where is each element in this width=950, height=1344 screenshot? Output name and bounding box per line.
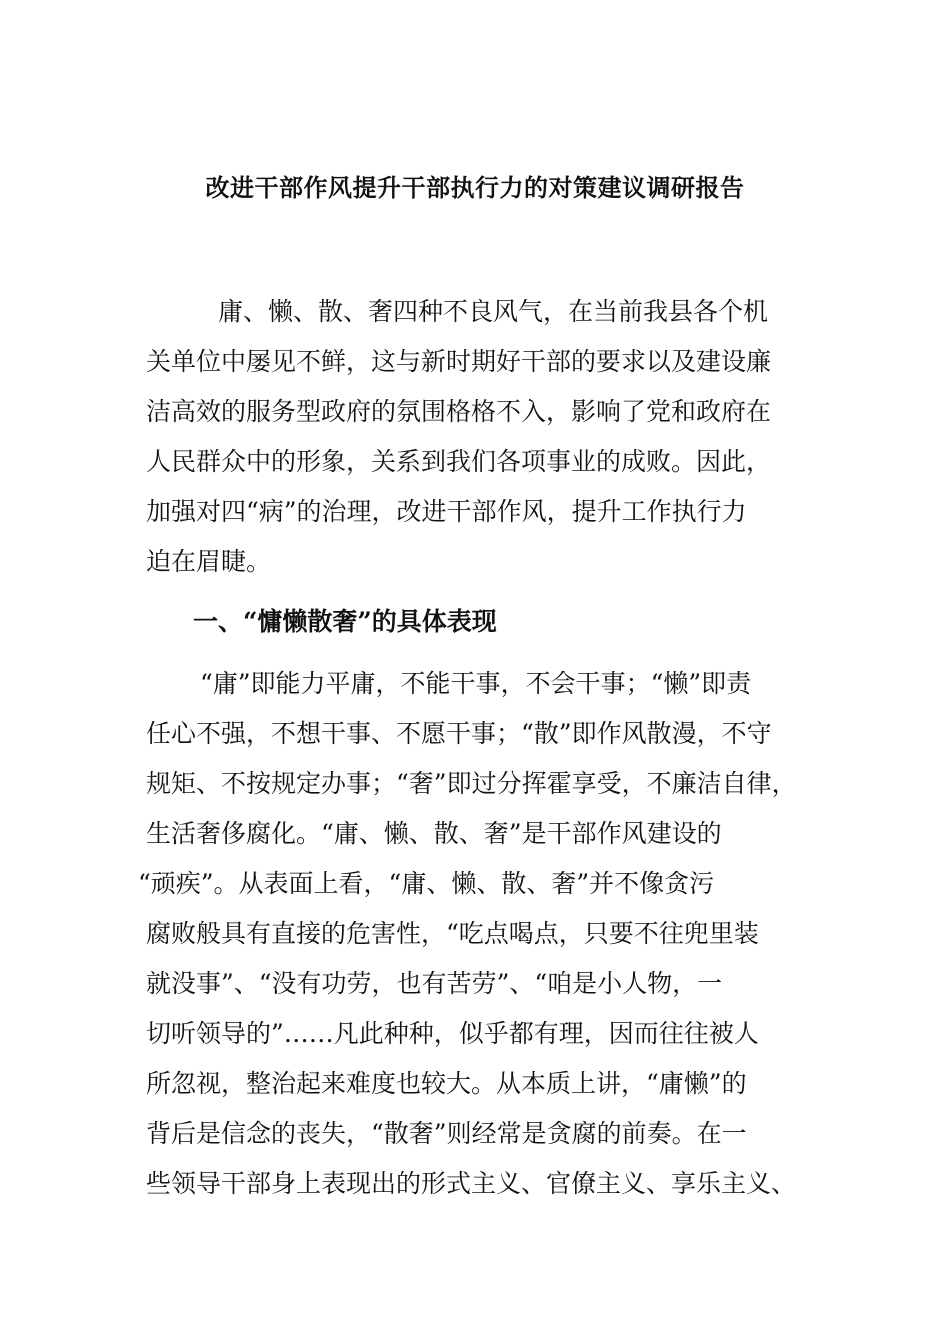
section1-line-10: 背后是信念的丧失，“散奢”则经常是贪腐的前奏。在一 [146,1119,747,1148]
intro-line-3: 洁高效的服务型政府的氛围格格不入，影响了党和政府在 [146,397,772,426]
intro-line-2: 关单位中屡见不鲜，这与新时期好干部的要求以及建设廉 [146,347,772,376]
section1-line-7: 就没事”、“没有功劳，也有苦劳”、“咱是小人物，一 [146,969,723,998]
intro-line-1: 庸、懒、散、奢四种不良风气，在当前我县各个机 [218,297,769,326]
section1-line-4: 生活奢侈腐化。“庸、懒、散、奢”是干部作风建设的 [146,819,722,848]
section1-line-9: 所忽视，整治起来难度也较大。从本质上讲，“庸懒”的 [146,1069,747,1098]
intro-line-4: 人民群众中的形象，关系到我们各项事业的成败。因此， [146,447,772,476]
section1-line-11: 些领导干部身上表现出的形式主义、官僚主义、享乐主义、 [146,1169,797,1198]
section1-line-3: 规矩、不按规定办事；“奢”即过分挥霍享受，不廉洁自律， [146,769,797,798]
section1-line-6: 腐败般具有直接的危害性，“吃点喝点，只要不往兜里装 [146,919,759,948]
document-title: 改进干部作风提升干部执行力的对策建议调研报告 [205,173,745,202]
section-heading-1: 一、“慵懒散奢”的具体表现 [193,607,497,636]
section1-line-8: 切听领导的”……凡此种种，似乎都有理，因而往往被人 [146,1019,759,1048]
section1-line-2: 任心不强，不想干事、不愿干事；“散”即作风散漫，不守 [146,719,772,748]
intro-line-6: 迫在眉睫。 [146,547,272,576]
section1-line-1: “庸”即能力平庸，不能干事，不会干事；“懒”即责 [200,669,752,698]
section1-line-5: “顽疾”。从表面上看，“庸、懒、散、奢”并不像贪污 [138,869,715,898]
intro-line-5: 加强对四“病”的治理，改进干部作风，提升工作执行力 [146,497,747,526]
